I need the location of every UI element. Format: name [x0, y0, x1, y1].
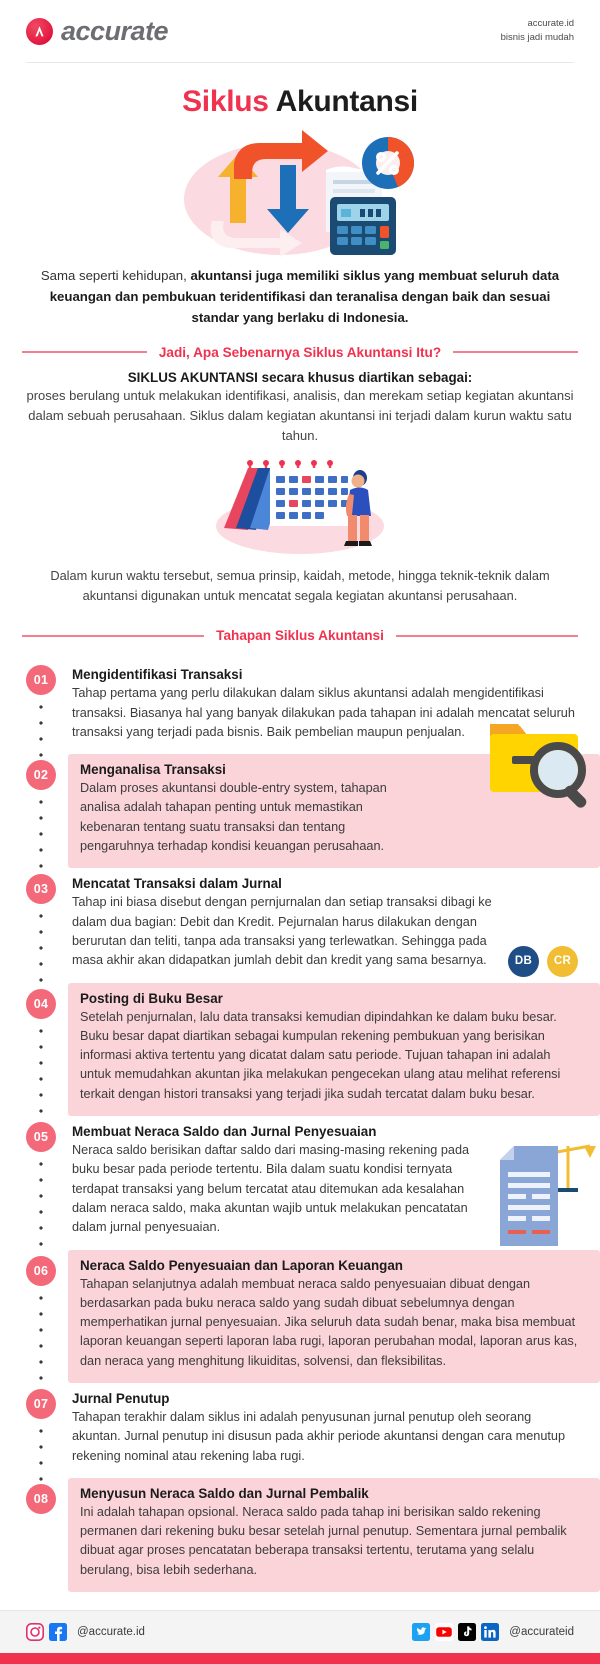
step-text: Tahap ini biasa disebut dengan pernjurnalan dan setiap transaksi dibagi ke dalam dua bagian: Debit dan Kredit. Pejurnalan harus dilakukan dengan berurutan dan teliti, tanpa ada transaksi yang terlewatkan. Sehingga pada masa akhir akan didapatkan jumlah debit dan kredit yang sama besarnya. [72, 895, 492, 968]
step-connector-dots [39, 699, 43, 758]
step-item [0, 1116, 600, 1249]
rule-right [453, 351, 578, 353]
step-title: Menganalisa Transaksi [80, 762, 226, 778]
definition-heading: SIKLUS AKUNTANSI secara khusus diartikan sebagai: [127, 369, 473, 385]
step-body [68, 1250, 600, 1383]
step-item [0, 1250, 600, 1383]
credit-chip: CR [547, 946, 578, 977]
calendar-with-person-illustration [190, 454, 410, 560]
steps-heading-label: Tahapan Siklus Akuntansi [216, 628, 384, 644]
step-title: Neraca Saldo Penyesuaian dan Laporan Keuangan [80, 1257, 403, 1273]
footer-social-right [412, 1623, 574, 1641]
step-gutter [0, 1478, 72, 1592]
page-footer [0, 1611, 600, 1653]
step-number-badge: 08 [26, 1484, 56, 1514]
step-title: Mengidentifikasi Transaksi [72, 667, 243, 683]
step-gutter [0, 754, 72, 868]
step-number-badge: 07 [26, 1389, 56, 1419]
calendar-illustration-wrap [0, 454, 600, 564]
step-text: Dalam proses akuntansi double-entry system, tahapan analisa adalah tahapan penting untuk memastikan kebenaran tentang suatu transaksi dan tentang pengaruhnya terhadap kondisi keuangan perusahaan. [80, 781, 387, 854]
step-item [0, 983, 600, 1116]
step-text: Setelah penjurnalan, lalu data transaksi kemudian dipindahkan ke dalam buku besar. Buku besar dapat diartikan sebagai kumpulan rekening pembukuan yang berisikan informasi aktiva tertentu yang dicatat dalam satu periode. Tujuan tahapan ini adalah untuk memudahkan akuntan jika melakukan pengecekan ulang atau melihat referensi terkait dengan histori transaksi yang terjadi jika sudah tercatat dalam buku besar. [80, 1009, 561, 1101]
step-body [72, 1116, 600, 1249]
step-item [0, 754, 600, 868]
header-divider [26, 62, 574, 63]
after-calendar-paragraph: Dalam kurun waktu tersebut, semua prinsip, kaidah, metode, hingga teknik-teknik dalam akuntansi digunakan untuk mencatat segala kegiatan akuntansi perusahaan. [50, 568, 550, 604]
step-text: Ini adalah tahapan opsional. Neraca saldo pada tahap ini berisikan saldo rekening permanen dari rekening buku besar setelah jurnal penutup. Sementara jurnal pembalik dibuat agar proses pencatatan beberapa transaksi tertentu, terutama yang selalu berulang, bisa lebih sederhana. [80, 1504, 567, 1577]
step-title: Jurnal Penutup [72, 1391, 170, 1406]
step-text: Tahapan terakhir dalam siklus ini adalah penyusunan jurnal penutup oleh seorang akuntan. Jurnal penutup ini disusun pada akhir periode akuntansi dengan cara menutup rekening nominal atau rekening laba rugi. [72, 1410, 566, 1463]
header-site: accurate.id [527, 18, 574, 30]
step-connector-dots [39, 908, 43, 986]
intro-lead: Sama seperti kehidupan, [40, 268, 191, 283]
step-gutter [0, 868, 72, 982]
step-gutter [0, 1383, 72, 1478]
intro-paragraph [0, 260, 600, 329]
footer-social-left [26, 1623, 145, 1641]
linkedin-icon[interactable] [481, 1623, 499, 1641]
header-tagline: bisnis jadi mudah [500, 32, 574, 43]
page-title-dark: Akuntansi [275, 85, 418, 118]
step-item [0, 1383, 600, 1478]
step-connector-dots [39, 1023, 43, 1120]
debit-credit-chips [508, 946, 578, 977]
question-heading-label: Jadi, Apa Sebenarnya Siklus Akuntansi Itu? [158, 344, 442, 360]
steps-rule-left [22, 635, 204, 637]
steps-list [0, 659, 600, 1602]
step-title: Posting di Buku Besar [80, 990, 223, 1006]
accounting-cycle-arrows-calculator-illustration [150, 125, 450, 260]
footer-handle-right: @accurateid [509, 1626, 574, 1639]
step-number-badge: 06 [26, 1256, 56, 1286]
step-text: Tahap pertama yang perlu dilakukan dalam siklus akuntansi adalah mengidentifikasi transaksi. Biasanya hal yang banyak dilakukan pada tahapan ini adalah mencatat seluruh transaksi yang terjadi pada bisnis. Baik pembelian maupun penjualan. [72, 686, 575, 739]
rule-left [22, 351, 147, 353]
step-connector-dots [39, 1423, 43, 1482]
step-number-badge: 05 [26, 1122, 56, 1152]
intro-bold: akuntansi juga memiliki siklus yang membuat seluruh data keuangan dan pembukuan teridentifikasi dan teranalisa dengan baik dan sesuai standar yang berlaku di Indonesia. [49, 268, 560, 325]
step-connector-dots [39, 1290, 43, 1387]
step-connector-dots [39, 1156, 43, 1253]
twitter-icon[interactable] [412, 1623, 430, 1641]
step-number-badge: 04 [26, 989, 56, 1019]
step-number-badge: 03 [26, 874, 56, 904]
step-number-badge: 02 [26, 760, 56, 790]
tiktok-icon[interactable] [458, 1623, 476, 1641]
step-title: Membuat Neraca Saldo dan Jurnal Penyesuaian [72, 1124, 377, 1140]
document-scales-icon [494, 1138, 600, 1259]
steps-heading [22, 628, 578, 643]
step-text: Neraca saldo berisikan daftar saldo dari masing-masing rekening pada buku besar pada periode tertentu. Bila dalam suatu kondisi ternyata terdapat transaksi yang belum tercatat atau ditemukan ada kesalahan dalam neraca saldo, maka akuntan wajib untuk melakukan pencatatan dalam jurnal penyesuaian. [72, 1143, 470, 1235]
step-number-badge: 01 [26, 665, 56, 695]
facebook-icon[interactable] [49, 1623, 67, 1641]
step-gutter [0, 983, 72, 1116]
instagram-icon[interactable] [26, 1623, 44, 1641]
brand-name: accurate [61, 15, 169, 46]
steps-rule-right [396, 635, 578, 637]
step-item [0, 1478, 600, 1592]
footer-handle-left: @accurate.id [77, 1626, 145, 1639]
document-scales-icon [494, 1138, 600, 1254]
step-connector-dots [39, 794, 43, 872]
footer-accent-bar [0, 1653, 600, 1664]
youtube-icon[interactable] [435, 1623, 453, 1641]
page-title-accent: Siklus [182, 85, 269, 118]
brand-logo[interactable] [26, 15, 169, 46]
step-body [68, 1478, 600, 1592]
step-item [0, 659, 600, 754]
step-body [72, 1383, 600, 1478]
hero-illustration [0, 125, 600, 260]
step-gutter [0, 659, 72, 754]
step-gutter [0, 1250, 72, 1383]
step-body [68, 983, 600, 1116]
debit-chip: DB [508, 946, 539, 977]
page-header [0, 0, 600, 62]
step-title: Menyusun Neraca Saldo dan Jurnal Pembalik [80, 1485, 369, 1501]
question-heading [22, 345, 578, 360]
step-text: Tahapan selanjutnya adalah membuat neraca saldo penyesuaian dibuat dengan berdasarkan pada buku neraca saldo yang sudah dibuat sebelumnya dengan memperhatikan jurnal penyesuaian. Jika seluruh data sudah benar, maka bisa membuat laporan keuangan seperti laporan laba rugi, laporan perubahan modal, laporan arus kas, dan neraca yang menghitung likuiditas, solvensi, dan fleksibilitas. [80, 1276, 578, 1368]
step-gutter [0, 1116, 72, 1249]
header-meta [501, 17, 574, 45]
accurate-a-mark-icon [26, 18, 53, 45]
step-body [72, 659, 600, 754]
step-title: Mencatat Transaksi dalam Jurnal [72, 876, 282, 892]
step-body [72, 868, 600, 982]
page-title [0, 85, 600, 119]
definition-body: proses berulang untuk melakukan identifikasi, analisis, dan merekam setiap kegiatan akuntansi dalam sebuah perusahaan. Siklus dalam kegiatan akuntansi ini terjadi dalam kurun waktu satu tahun. [26, 387, 574, 444]
step-body [68, 754, 600, 868]
step-item [0, 868, 600, 982]
